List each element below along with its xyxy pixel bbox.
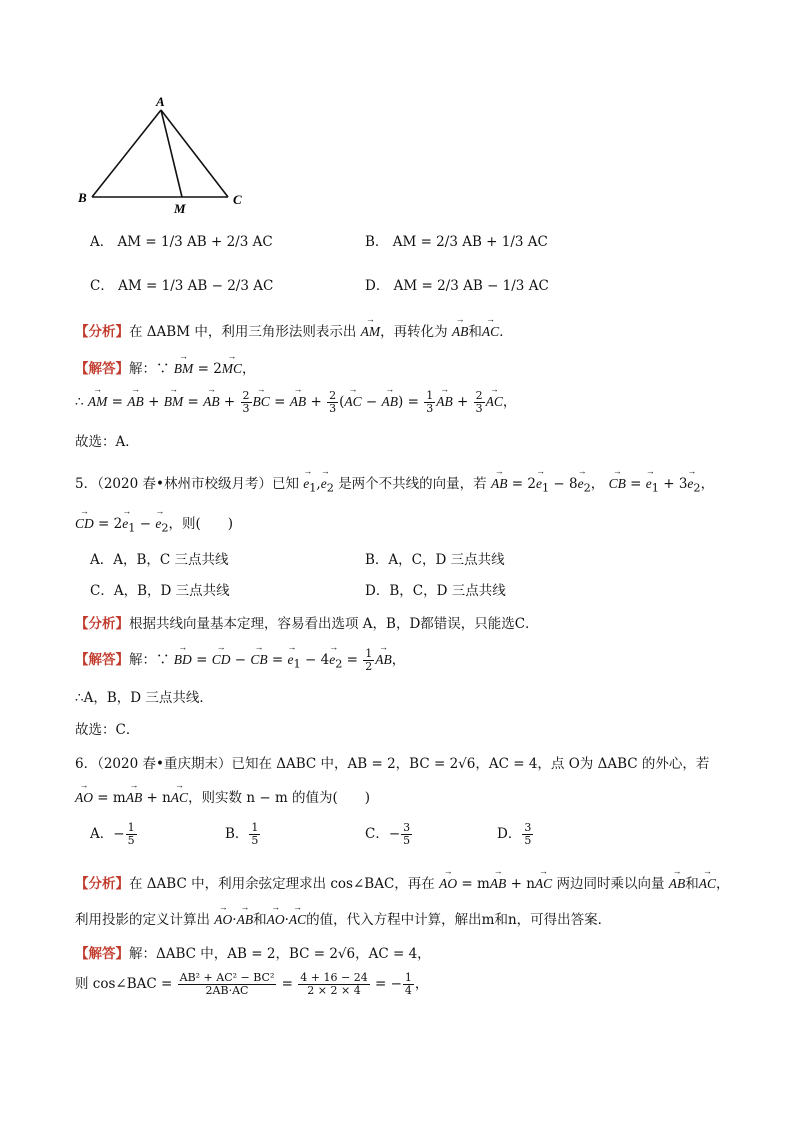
q4-analysis: 【分析】在 ΔABM 中，利用三角形法则表示出 → AM，再转化为 → AB和→ AC． bbox=[75, 320, 513, 340]
vertex-c-label: C bbox=[233, 192, 242, 207]
q5-option-d[interactable]: D．B，C，D 三点共线 bbox=[365, 583, 506, 599]
q5-option-c[interactable]: C．A，B，D 三点共线 bbox=[90, 583, 230, 599]
q5-stem-line2: → CD = $2\to e_1$ − → $e_2$，则( ) bbox=[75, 512, 233, 535]
triangle-abm-figure bbox=[70, 92, 260, 217]
q4-option-c-expr: AM = 1/3 AB − 2/3 AC bbox=[118, 278, 274, 294]
q6-stem-line2: → AO = m→ AB + n→ AC，则实数 n − m 的值为( ) bbox=[75, 786, 370, 806]
q4-option-b-expr: AM = 2/3 AB + 1/3 AC bbox=[392, 234, 548, 250]
q6-option-a[interactable]: A．− $\frac{1}{5}$ bbox=[90, 821, 135, 847]
q6-analysis-line1: 【分析】在 ΔABC 中，利用余弦定理求出 cos∠BAC，再在 → AO = m→ AB + n→ AC 两边同时乘以向量 → AB和→ AC， bbox=[75, 872, 730, 892]
point-m-label: M bbox=[174, 201, 186, 216]
q6-stem-line1: 6．（2020 春•重庆期末）已知在 ΔABC 中，AB = 2，BC = 2√6，AC = 4，点 O为 ΔABC 的外心，若 bbox=[75, 756, 710, 772]
q6-solution-line2: 则 cos∠BAC = $\frac{\text{AB² + AC² − BC²}}{2AB\cdot AC}$ = $\frac{4 + 16 - 24}{2 \times 2 \times 4}$ = − $\frac{1}{4}$ ， bbox=[75, 971, 429, 997]
side-ab bbox=[92, 110, 161, 197]
q6-option-c[interactable]: C．− $\frac{3}{5}$ bbox=[365, 821, 411, 847]
q4-option-d[interactable]: D． AM = 2/3 AB − 1/3 AC bbox=[365, 278, 549, 294]
q4-option-c[interactable]: C． AM = 1/3 AB − 2/3 AC bbox=[90, 278, 274, 294]
q4-option-a[interactable]: A． AM = 1/3 AB + 2/3 AC bbox=[90, 234, 273, 250]
q4-answer: 故选：A． bbox=[75, 434, 139, 450]
q5-conclusion: ∴A，B，D 三点共线． bbox=[75, 690, 213, 706]
q4-solution-line1: 【解答】解：∵ → BM = 2→ MC， bbox=[75, 357, 256, 377]
q4-option-d-expr: AM = 2/3 AB − 1/3 AC bbox=[393, 278, 549, 294]
q4-option-b[interactable]: B． AM = 2/3 AB + 1/3 AC bbox=[365, 234, 548, 250]
vertex-a-label: A bbox=[156, 94, 165, 109]
q5-answer: 故选：C． bbox=[75, 722, 140, 738]
q5-stem-line1: 5．（2020 春•林州市校级月考）已知 → $e_1,\to e_2$ 是两个不共线的向量，若 → AB = $2\to e_1 - 8\to e_2$， → CB = → $e_1 + 3\to e_2$， bbox=[75, 472, 714, 495]
q6-analysis-line2: 利用投影的定义计算出 → AO·→ AB和→ AO·→ AC的值，代入方程中计算，解出m和n，可得出答案． bbox=[75, 908, 611, 928]
q6-solution-line1: 【解答】解：ΔABC 中，AB = 2，BC = 2√6，AC = 4， bbox=[75, 946, 431, 962]
q5-analysis: 【分析】根据共线向量基本定理，容易看出选项 A，B，D都错误，只能选C． bbox=[75, 616, 539, 632]
q4-option-a-expr: AM = 1/3 AB + 2/3 AC bbox=[117, 234, 273, 250]
q5-solution-line1: 【解答】解：∵ → BD = → CD − → CB = → $e_1 - 4\to e_2$ = $\frac{1}{2}$ → AB， bbox=[75, 648, 405, 673]
q5-option-b[interactable]: B．A，C，D 三点共线 bbox=[365, 552, 505, 568]
q5-option-a[interactable]: A．A，B，C 三点共线 bbox=[90, 552, 229, 568]
q6-option-b[interactable]: B． $\frac{1}{5}$ bbox=[225, 821, 259, 847]
q6-option-d[interactable]: D． $\frac{3}{5}$ bbox=[497, 821, 532, 847]
q4-solution-line2: ∴ → AM = → AB + → BM = → AB + $\frac{2}{3}$ → BC = → AB + $\frac{2}{3}$ (→ AC − → AB) = $\frac{1}{3}$ → AB + $\frac{2}{3}$ → AC， bbox=[75, 390, 516, 415]
vertex-b-label: B bbox=[78, 190, 87, 205]
